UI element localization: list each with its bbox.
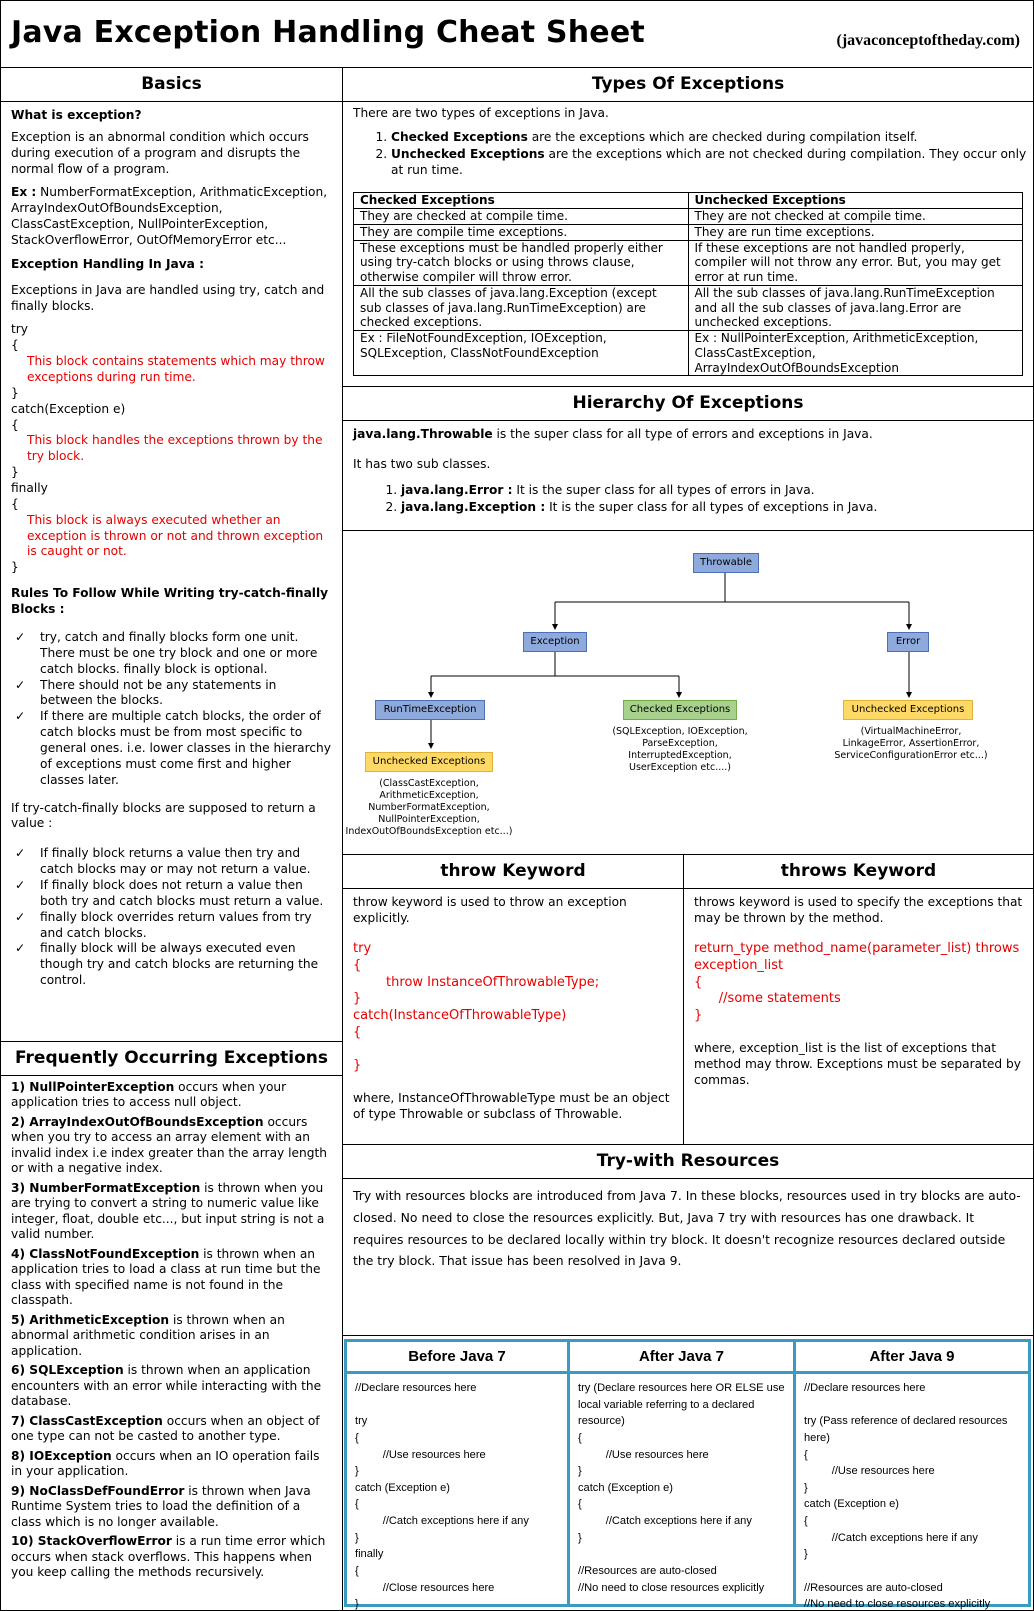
- list-item: 9) NoClassDefFoundError is thrown when Java Runtime System tries to load the definition of a class which is no longer available.: [11, 1483, 311, 1529]
- code-brace: }: [11, 465, 19, 480]
- code-try: try: [11, 322, 29, 337]
- table-row: These exceptions must be handled properly either using try-catch blocks or using throws clause, otherwise compiler will throw error. If these exceptions are not handled properly, compiler will not throw any error. But, you may get error at run time.: [354, 240, 1023, 285]
- code-brace: {: [11, 338, 19, 353]
- list-item: 7) ClassCastException occurs when an object of one type can not be casted to another type.: [11, 1413, 320, 1444]
- list-item: 1. Checked Exceptions are the exceptions which are checked during compilation itself.: [391, 130, 1033, 146]
- code-finally: finally: [11, 481, 48, 496]
- check-icon: ✓: [15, 629, 26, 644]
- rules-list: [11, 630, 332, 789]
- table-header-row: Checked Exceptions Unchecked Exceptions: [354, 193, 1023, 209]
- twr-col-code: //Declare resources here try { //Use resources here } catch (Exception e) { //Catch exceptions here if any } finally { //Close resources here }: [355, 1382, 529, 1611]
- check-icon: ✓: [15, 909, 26, 924]
- frequent-heading: Frequently Occurring Exceptions: [1, 1042, 342, 1076]
- throw-throws-section: [343, 855, 1033, 1145]
- frequent-section: [1, 1076, 342, 1591]
- code-finally-body: This block is always executed whether an exception is thrown or not and thrown exception is caught or not.: [27, 512, 324, 559]
- list-item: 8) IOException occurs when an IO operation fails in your application.: [11, 1448, 320, 1479]
- twr-after-java9: [796, 1342, 1028, 1611]
- check-icon: ✓: [15, 877, 26, 892]
- code-brace: }: [11, 560, 19, 575]
- check-icon: ✓: [15, 941, 26, 956]
- code-brace: {: [11, 496, 19, 511]
- throw-heading: throw Keyword: [343, 855, 683, 889]
- list-item: 2. java.lang.Exception : It is the super class for all types of exceptions in Java.: [401, 500, 1023, 516]
- what-title: What is exception?: [11, 108, 142, 122]
- basics-section: [1, 102, 342, 1042]
- list-item: 3) NumberFormatException is thrown when you are trying to convert a string to numeric value like integer, float, double etc..., but input string is not a valid number.: [11, 1180, 325, 1242]
- list-item: ✓ If there are multiple catch blocks, the order of catch blocks must be from most specific to general ones. i.e. lower classes in the hierarchy of exceptions must come first and higher classes later.: [15, 709, 331, 787]
- list-item: 10) StackOverflowError is a run time error which occurs when stack overflows. This happens when you keep calling the methods recursively.: [11, 1534, 326, 1580]
- site-name: (javaconceptoftheday.com): [836, 32, 1020, 49]
- twr-col-code: try (Declare resources here OR ELSE use local variable referring to a declared resource) { //Use resources here } catch (Exception e) { //Catch exceptions here if any } //Resources are auto-closed //No need to close resources explicitly: [578, 1382, 785, 1594]
- handling-text: Exceptions in Java are handled using try, catch and finally blocks.: [11, 282, 325, 313]
- throw-note: where, InstanceOfThrowableType must be an object of type Throwable or subclass of Throwable.: [353, 1090, 670, 1121]
- code-try-body: This block contains statements which may throw exceptions during run time.: [27, 354, 325, 385]
- runtime-list: (ClassCastException, ArithmeticException, NumberFormatException, NullPointerException, IndexOutOfBoundsException etc...): [345, 778, 513, 837]
- ex-list: NumberFormatException, ArithmaticException, ArrayIndexOutOfBoundsException, ClassCastException, NullPointerException, StackOverflowError, OutOfMemoryError etc...: [11, 185, 328, 248]
- code-catch: catch(Exception e): [11, 401, 126, 416]
- types-table: [353, 192, 1023, 376]
- twr-col-title: After Java 9: [796, 1342, 1028, 1374]
- list-item: ✓ If finally block does not return a value then both try and catch blocks must return a value.: [15, 877, 324, 908]
- checked-list: (SQLException, IOException, ParseException, InterruptedException, UserException etc....): [612, 726, 748, 773]
- what-text: Exception is an abnormal condition which occurs during execution of a program and disrupts the normal flow of a program.: [11, 129, 309, 176]
- throwable-node: Throwable: [693, 553, 759, 573]
- list-item: 4) ClassNotFoundException is thrown when an application tries to load a class at run time but the class with specified name is not found in the classpath.: [11, 1246, 321, 1308]
- twr-col-code: //Declare resources here try (Pass reference of declared resources here) { //Use resources here } catch (Exception e) { //Catch exceptions here if any } //Resources are auto-closed //No need to close resources explicitly: [804, 1382, 1008, 1611]
- table-row: They are checked at compile time. They are not checked at compile time.: [354, 209, 1023, 225]
- table-row: They are compile time exceptions. They are run time exceptions.: [354, 224, 1023, 240]
- error-list: (VirtualMachineError, LinkageError, AssertionError, ServiceConfigurationError etc...): [834, 726, 988, 761]
- types-intro: There are two types of exceptions in Java.: [353, 106, 609, 120]
- twr-col-title: Before Java 7: [347, 1342, 567, 1374]
- list-item: ✓ If finally block returns a value then try and catch blocks may or may not return a value.: [15, 846, 311, 877]
- check-icon: ✓: [15, 709, 26, 724]
- code-catch-body: This block handles the exceptions thrown by the try block.: [27, 433, 323, 464]
- list-item: 2. Unchecked Exceptions are the exceptions which are not checked during compilation. They occur only at run time.: [391, 147, 1033, 179]
- header: [1, 1, 1032, 68]
- return-rules-list: [11, 846, 332, 989]
- checked-exceptions-node: Checked Exceptions: [623, 700, 737, 720]
- twr-table: [344, 1339, 1031, 1611]
- code-brace: }: [11, 385, 19, 400]
- throws-section: [684, 855, 1033, 1145]
- list-item: ✓ finally block overrides return values from try and catch blocks.: [15, 909, 312, 940]
- subs-list: [353, 483, 1023, 516]
- page-title: Java Exception Handling Cheat Sheet: [11, 15, 645, 50]
- throwable-name: java.lang.Throwable: [353, 427, 493, 441]
- twr-text: Try with resources blocks are introduced from Java 7. In these blocks, resources used in try blocks are auto-closed. No need to close the resources explicitly. But, Java 7 try with resources has one drawback. It requires resources to be declared locally within try block. It doesn't recognize resources declared outside the try block. That issue has been resolved in Java 9.: [353, 1188, 1021, 1269]
- twr-after-java7: [570, 1342, 796, 1604]
- unchecked-runtime-node: Unchecked Exceptions: [365, 752, 493, 772]
- throw-intro: throw keyword is used to throw an exception explicitly.: [353, 895, 627, 925]
- subs-intro: It has two sub classes.: [353, 456, 491, 471]
- table-row: Ex : FileNotFoundException, IOException, SQLException, ClassNotFoundException Ex : NullPointerException, ArithmeticException, ClassCastException, ArrayIndexOutOfBoundsException: [354, 331, 1023, 376]
- list-item: 1) NullPointerException occurs when your application tries to access null object.: [11, 1080, 287, 1110]
- error-node: Error: [887, 632, 929, 652]
- throw-section: [343, 855, 684, 1145]
- throw-code: try { throw InstanceOfThrowableType; } catch(InstanceOfThrowableType) { }: [353, 940, 600, 1074]
- ex-text: [11, 185, 332, 248]
- runtime-exception-node: RunTimeException: [375, 700, 485, 720]
- check-icon: ✓: [15, 846, 26, 861]
- list-item: 6) SQLException is thrown when an application encounters with an error while interacting with the database.: [11, 1363, 322, 1409]
- left-column: [1, 68, 343, 1610]
- hierarchy-text: java.lang.Throwable is the super class for all type of errors and exceptions in Java. It has two sub classes. 1. java.lang.Error : It is the super class for all types of errors in Java. 2. java.lang.Exception : It is the super class for all types of exceptions in Java.: [343, 421, 1033, 531]
- twr-heading: Try-with Resources: [343, 1145, 1033, 1179]
- twr-col-title: After Java 7: [570, 1342, 793, 1374]
- list-item: 5) ArithmeticException is thrown when an abnormal arithmetic condition arises in an application.: [11, 1312, 285, 1358]
- throws-note: where, exception_list is the list of exceptions that method may throw. Exceptions must be separated by commas.: [694, 1041, 1021, 1087]
- list-item: 2) ArrayIndexOutOfBoundsException occurs when you try to access an array element with an invalid index i.e index greater than the array length or with a negative index.: [11, 1114, 327, 1176]
- list-item: ✓ finally block will be always executed even though try and catch blocks are returning the control.: [15, 941, 319, 988]
- list-item: ✓ try, catch and finally blocks form one unit. There must be one try block and one or more catch blocks. finally block is optional.: [15, 629, 318, 676]
- handling-title: Exception Handling In Java :: [11, 256, 205, 271]
- exception-node: Exception: [523, 632, 587, 652]
- throws-intro: throws keyword is used to specify the exceptions that may be thrown by the method.: [694, 895, 1023, 925]
- unchecked-error-node: Unchecked Exceptions: [843, 700, 973, 720]
- code-brace: {: [11, 417, 19, 432]
- twr-before-java7: [347, 1342, 570, 1611]
- types-heading: Types Of Exceptions: [343, 68, 1033, 102]
- list-item: ✓ There should not be any statements in between the blocks.: [15, 677, 277, 708]
- throws-heading: throws Keyword: [684, 855, 1033, 889]
- throws-code: return_type method_name(parameter_list) throws exception_list { //some statements }: [694, 940, 1020, 1024]
- twr-table-wrapper: [343, 1335, 1033, 1610]
- list-item: 1. java.lang.Error : It is the super class for all types of errors in Java.: [401, 483, 1023, 499]
- hierarchy-diagram: [343, 531, 1033, 855]
- hierarchy-heading: Hierarchy Of Exceptions: [343, 387, 1033, 421]
- try-catch-code: [11, 322, 332, 576]
- return-title: If try-catch-finally blocks are supposed to return a value :: [11, 800, 316, 831]
- types-list: [343, 130, 1033, 179]
- basics-heading: Basics: [1, 68, 342, 102]
- types-section: [343, 102, 1033, 387]
- right-column: [343, 68, 1033, 1610]
- table-row: All the sub classes of java.lang.Exception (except sub classes of java.lang.RunTimeException) are checked exceptions. All the sub classes of java.lang.RunTimeException and all the sub classes of java.lang.Error are unchecked exceptions.: [354, 285, 1023, 330]
- ex-label: Ex :: [11, 185, 37, 200]
- rules-title: Rules To Follow While Writing try-catch-finally Blocks :: [11, 586, 329, 617]
- check-icon: ✓: [15, 677, 26, 692]
